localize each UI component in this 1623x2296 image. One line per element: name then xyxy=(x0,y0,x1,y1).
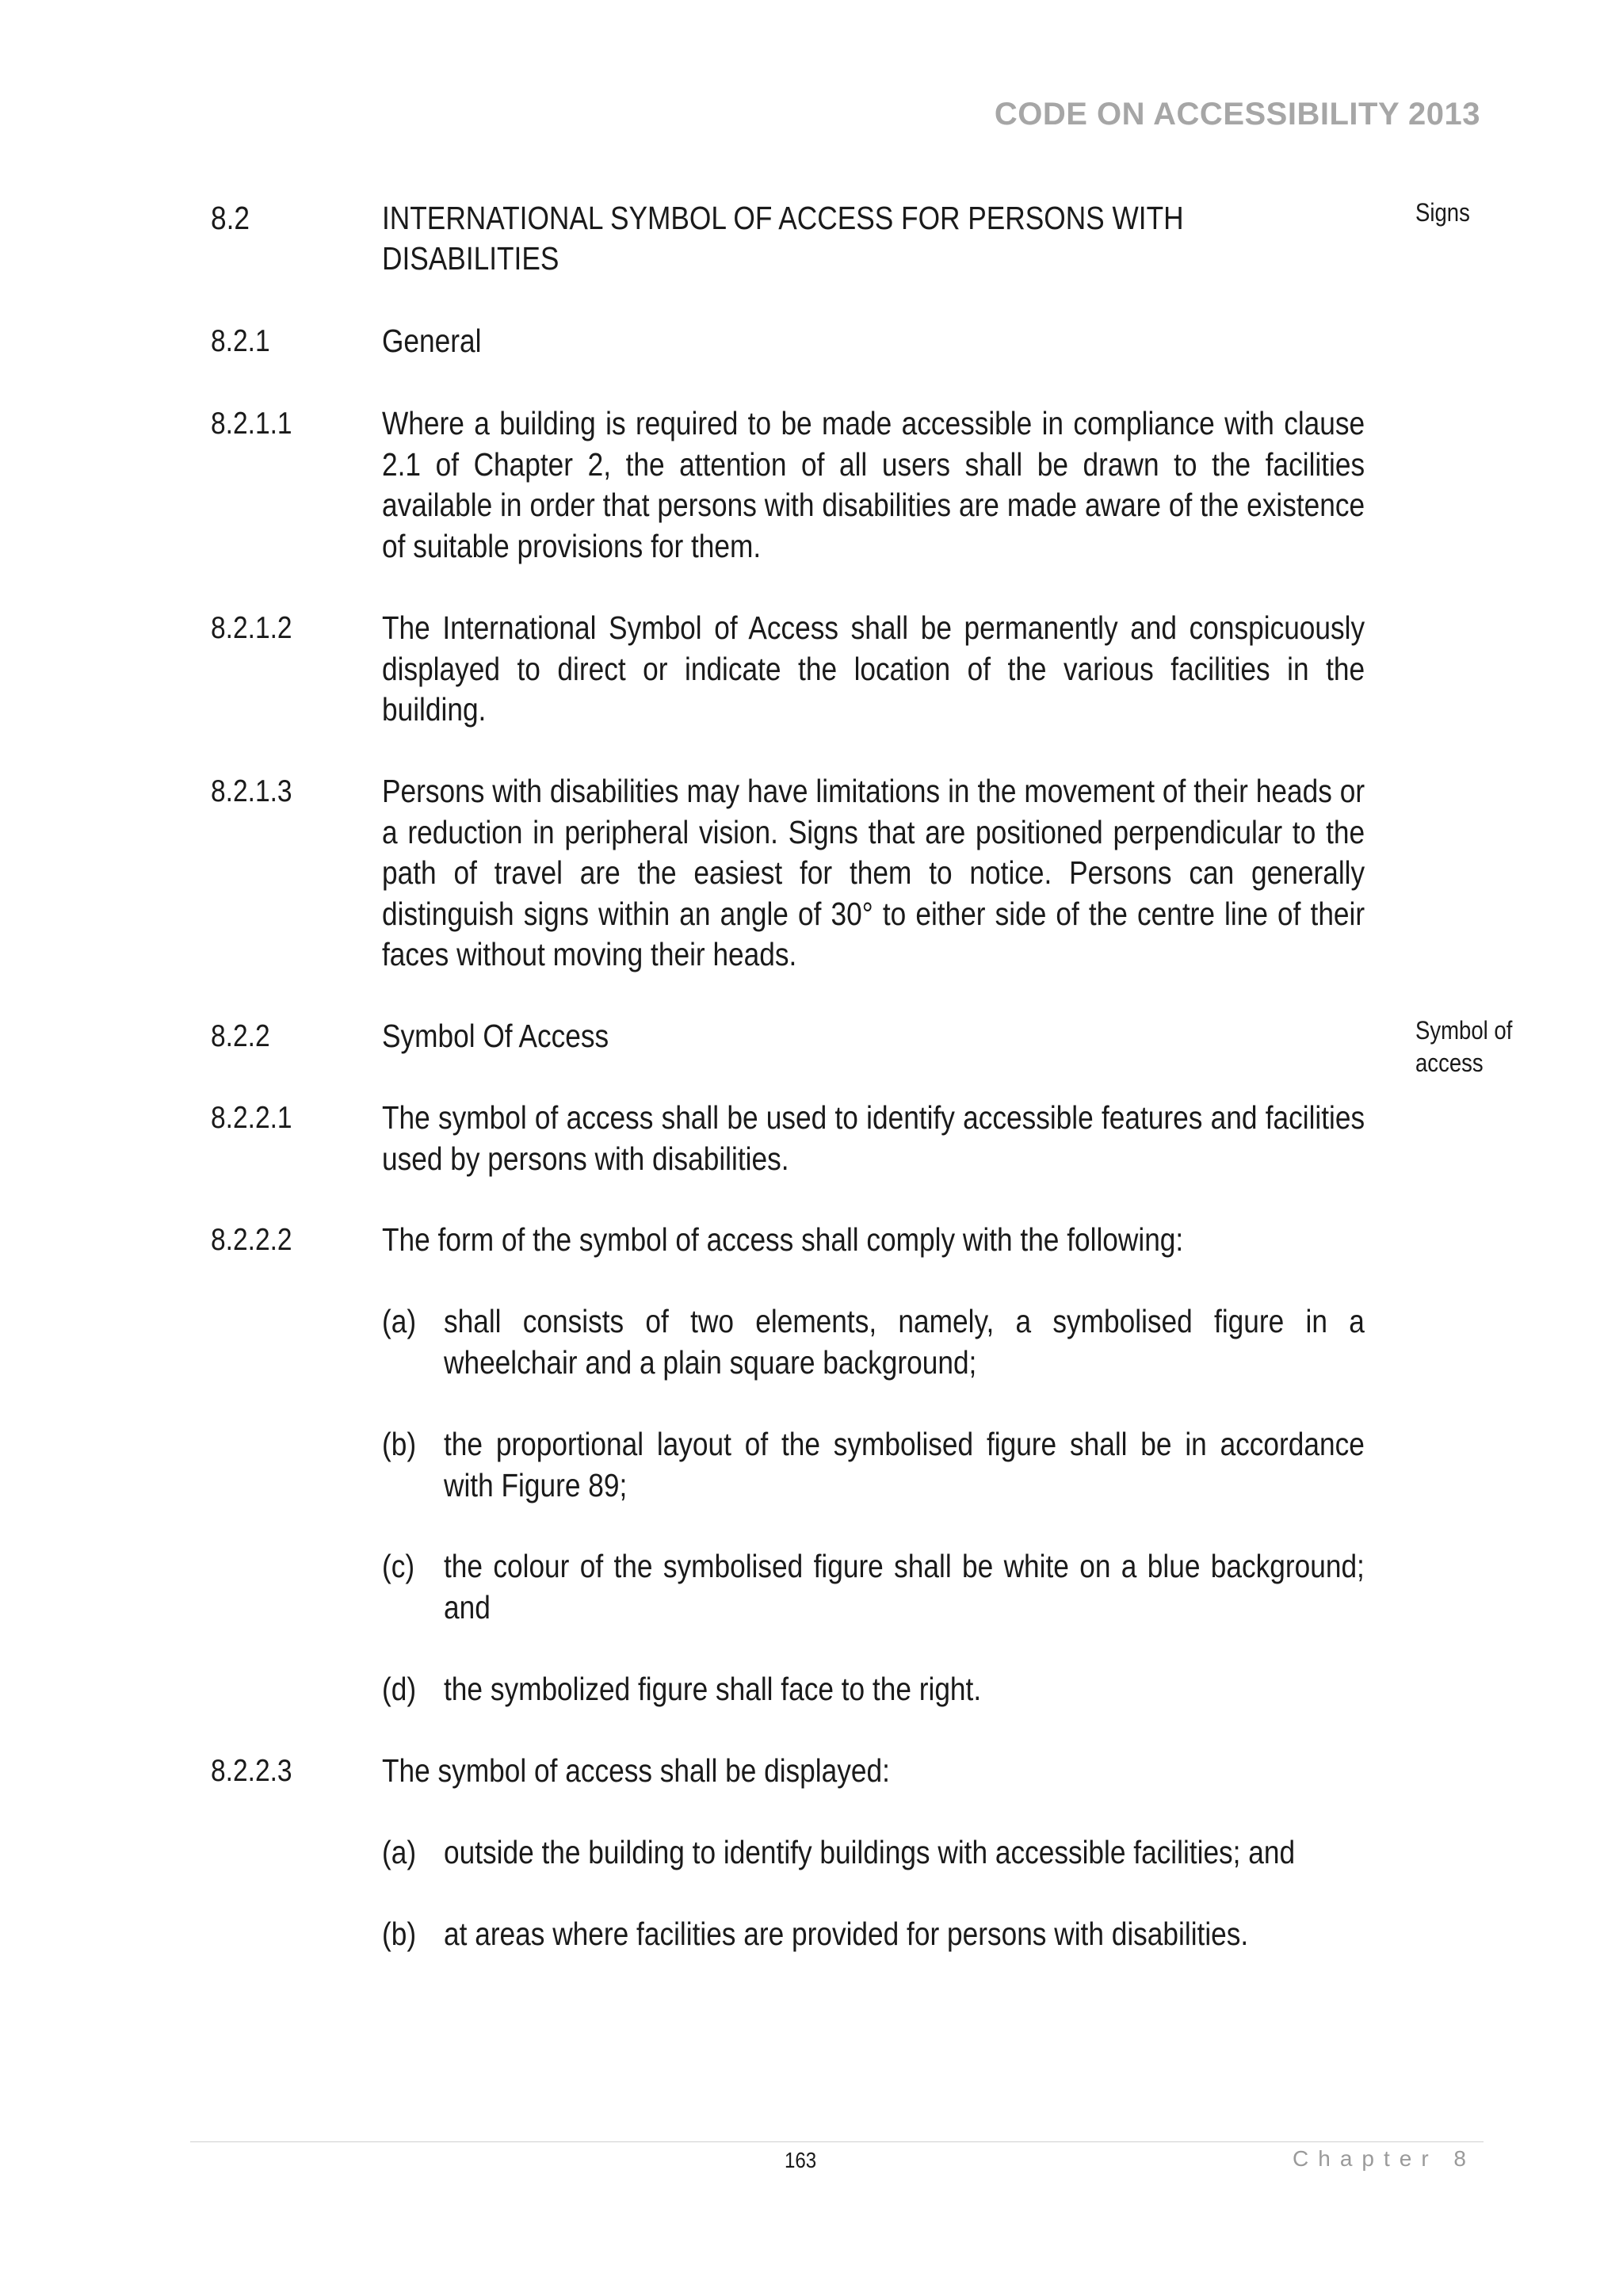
clause-number: 8.2.2.2 xyxy=(211,1223,292,1257)
clause-number: 8.2.1.1 xyxy=(211,407,292,441)
clause-text-body: The form of the symbol of access shall comply with the following: xyxy=(382,1221,1184,1258)
list-item-text: the symbolized figure shall face to the right. xyxy=(444,1671,982,1707)
list-item-text: the colour of the symbolised figure shall be white on a blue background; and xyxy=(444,1548,1365,1626)
list-item-text: outside the building to identify buildings with accessible facilities; and xyxy=(444,1834,1296,1870)
clause-text xyxy=(382,1098,1365,1179)
clause-text xyxy=(382,403,1365,567)
list-item-body xyxy=(444,1301,1365,1383)
subsection-title-general xyxy=(382,321,1365,361)
clause-number: 8.2.2.1 xyxy=(211,1101,292,1135)
clause-number: 8.2.2.3 xyxy=(211,1754,292,1788)
list-item-label: (c) xyxy=(382,1548,415,1584)
subsection-title-symbol-of-access-text: Symbol Of Access xyxy=(382,1018,609,1054)
clause-text-body: Persons with disabilities may have limitations in the movement of their heads or a reduction in peripheral vision. Signs that are positioned perpendicular to the path of travel are the easiest for them to notice. Persons can generally distinguish signs within an angle of 30° to either side of the centre line of their faces without moving their heads. xyxy=(382,773,1365,972)
list-item-body xyxy=(444,1914,1365,1955)
chapter-label: Chapter 8 xyxy=(1293,2146,1476,2171)
clause-text-body: The symbol of access shall be used to identify accessible features and facilities used by persons with disabilities. xyxy=(382,1099,1365,1177)
list-item-body xyxy=(444,1669,1365,1710)
list-item-body xyxy=(444,1546,1365,1628)
section-number: 8.2 xyxy=(211,200,250,236)
subsection-number-symbol-of-access: 8.2.2 xyxy=(211,1019,270,1053)
footer-divider xyxy=(190,2141,1484,2142)
clause-number: 8.2.1.2 xyxy=(211,611,292,645)
margin-note-symbol-of-access: Symbol of access xyxy=(1415,1016,1513,1077)
page-number: 163 xyxy=(785,2148,817,2172)
list-item-text: the proportional layout of the symbolised figure shall be in accordance with Figure 89; xyxy=(444,1426,1365,1503)
subsection-number-general: 8.2.1 xyxy=(211,324,270,358)
list-item-label: (a) xyxy=(382,1834,417,1870)
list-item-label: (a) xyxy=(382,1303,417,1339)
clause-text xyxy=(382,1220,1365,1261)
list-item-label: (b) xyxy=(382,1916,417,1952)
list-item-label: (d) xyxy=(382,1671,417,1707)
list-item-body xyxy=(444,1832,1365,1874)
running-header: CODE ON ACCESSIBILITY 2013 xyxy=(994,97,1480,132)
clause-text xyxy=(382,1751,1365,1792)
subsection-title-symbol-of-access xyxy=(382,1016,1365,1056)
list-item-text: shall consists of two elements, namely, a symbolised figure in a wheelchair and a plain square background; xyxy=(444,1303,1365,1381)
list-item-text: at areas where facilities are provided for persons with disabilities. xyxy=(444,1916,1249,1952)
margin-note-signs: Signs xyxy=(1415,198,1470,227)
section-title xyxy=(382,198,1365,279)
clause-text-body: Where a building is required to be made accessible in compliance with clause 2.1 of Chapter 2, the attention of all users shall be drawn to the facilities available in order that persons with disabilities are made aware of the existence of suitable provisions for them. xyxy=(382,405,1365,564)
clause-number: 8.2.1.3 xyxy=(211,774,292,808)
clause-text-body: The symbol of access shall be displayed: xyxy=(382,1752,890,1789)
list-item-body xyxy=(444,1424,1365,1506)
clause-text xyxy=(382,608,1365,731)
list-item-label: (b) xyxy=(382,1426,417,1462)
clause-text xyxy=(382,771,1365,976)
subsection-title-general-text: General xyxy=(382,323,482,359)
section-title-text: INTERNATIONAL SYMBOL OF ACCESS FOR PERSONS WITH DISABILITIES xyxy=(382,200,1184,277)
clause-text-body: The International Symbol of Access shall be permanently and conspicuously displayed to direct or indicate the location of the various facilities in the building. xyxy=(382,609,1365,728)
